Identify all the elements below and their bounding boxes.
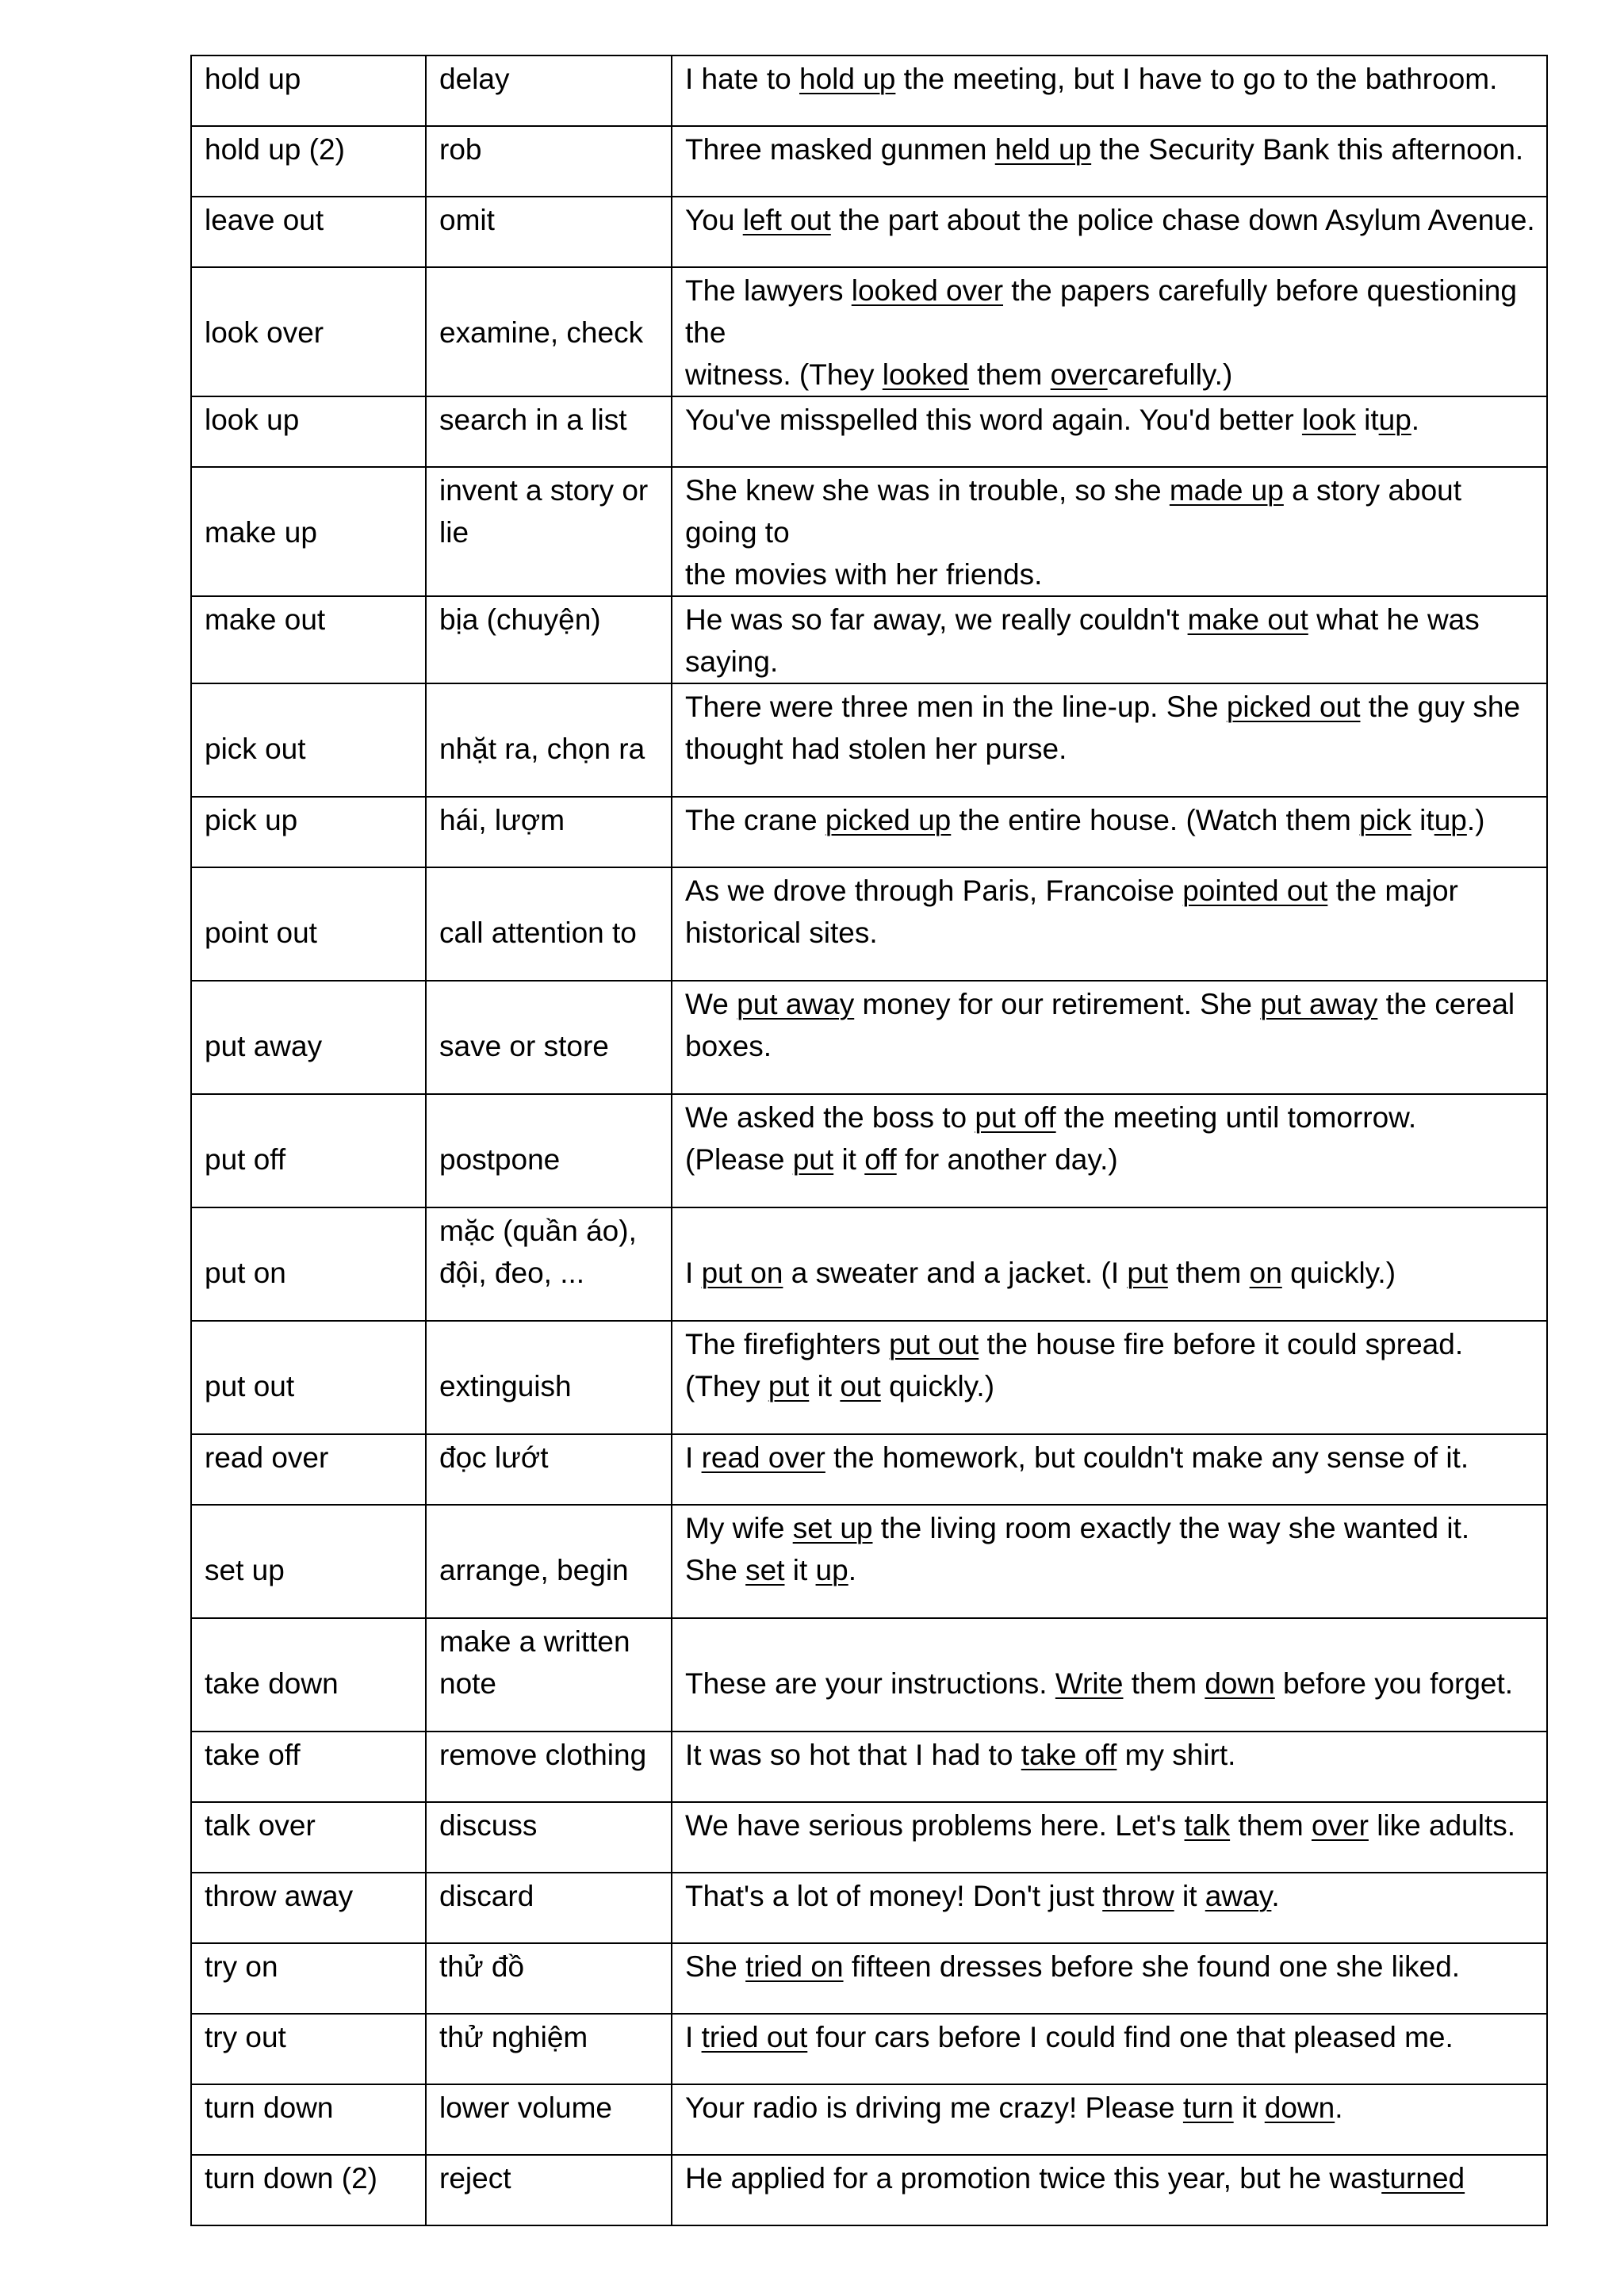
example-text: the house fire before it could spread. (They [685, 1328, 1464, 1402]
underlined-phrase: Write [1055, 1667, 1124, 1700]
underlined-phrase: on [1249, 1257, 1282, 1289]
table-row [191, 797, 1547, 867]
table-row [191, 981, 1547, 1094]
meaning-cell-text: omit [439, 204, 495, 236]
example-text: We have serious problems here. Let's [685, 1809, 1185, 1842]
phrase-cell-text: take off [205, 1739, 301, 1771]
example-text: them [1123, 1667, 1205, 1700]
phrase-cell-text: hold up [205, 63, 301, 95]
table-body [191, 55, 1547, 2225]
example-text: the meeting, but I have to go to the bathroom. [895, 63, 1498, 95]
phrase-cell-text: put off [205, 1143, 286, 1176]
example-sentence [685, 1734, 1535, 1776]
underlined-phrase: put [1127, 1257, 1168, 1289]
example-sentence [685, 469, 1535, 595]
example-sentence [685, 1946, 1535, 1988]
example-text: for another day.) [896, 1143, 1118, 1176]
meaning-cell-text: arrange, begin [439, 1554, 629, 1586]
phrase-cell-text: set up [205, 1554, 285, 1586]
table-row [191, 1094, 1547, 1207]
underlined-phrase: make out [1187, 603, 1308, 636]
example-text: Three masked gunmen [685, 133, 995, 166]
example-text: It was so hot that I had to [685, 1739, 1021, 1771]
example-sentence [685, 1096, 1535, 1181]
table-row [191, 197, 1547, 267]
example-sentence [685, 1621, 1535, 1705]
meaning-cell-text: invent a story or lie [439, 474, 649, 549]
table-row [191, 396, 1547, 467]
table-row [191, 467, 1547, 596]
meaning-cell-text: lower volume [439, 2091, 612, 2124]
table-row [191, 1943, 1547, 2014]
example-sentence [685, 1437, 1535, 1479]
underlined-phrase: turned [1381, 2162, 1465, 2195]
table-row [191, 126, 1547, 197]
example-sentence [685, 58, 1535, 100]
example-text: before you forget. [1274, 1667, 1514, 1700]
phrase-cell-text: make out [205, 603, 326, 636]
example-text: it [1355, 404, 1379, 436]
meaning-cell-text: save or store [439, 1030, 609, 1062]
phrase-cell-text: try on [205, 1950, 278, 1983]
table-row [191, 596, 1547, 683]
underlined-phrase: away [1205, 1880, 1272, 1912]
example-text: We asked the boss to [685, 1101, 975, 1134]
example-text: it [1174, 1880, 1205, 1912]
phrase-cell-text: try out [205, 2021, 286, 2053]
example-text: As we drove through Paris, Francoise [685, 874, 1183, 907]
underlined-phrase: put off [975, 1101, 1056, 1134]
meaning-cell-text: đọc lướt [439, 1441, 549, 1474]
example-text: carefully.) [1107, 358, 1233, 391]
phrase-cell-text: look over [205, 316, 324, 349]
underlined-phrase: down [1205, 1667, 1275, 1700]
example-sentence [685, 128, 1535, 170]
example-text: My wife [685, 1512, 793, 1544]
example-text: We [685, 988, 737, 1020]
underlined-phrase: tried on [745, 1950, 844, 1983]
meaning-cell-text: search in a list [439, 404, 627, 436]
underlined-phrase: left out [742, 204, 831, 236]
meaning-cell-text: mặc (quần áo), đội, đeo, ... [439, 1215, 637, 1289]
example-text: I [685, 1257, 702, 1289]
underlined-phrase: throw [1102, 1880, 1174, 1912]
meaning-cell-text: extinguish [439, 1370, 572, 1402]
underlined-phrase: off [864, 1143, 897, 1176]
underlined-phrase: up [815, 1554, 848, 1586]
example-sentence [685, 870, 1535, 954]
underlined-phrase: looked over [851, 274, 1004, 307]
example-text: it [833, 1143, 865, 1176]
underlined-phrase: read over [701, 1441, 825, 1474]
example-text: .) [1466, 804, 1485, 836]
table-row [191, 1732, 1547, 1802]
meaning-cell-text: reject [439, 2162, 511, 2195]
example-text: . [848, 1554, 856, 1586]
example-text: the cereal boxes. [685, 988, 1515, 1062]
example-text: like adults. [1368, 1809, 1516, 1842]
underlined-phrase: picked out [1226, 691, 1361, 723]
example-text: The crane [685, 804, 825, 836]
example-sentence [685, 1804, 1535, 1846]
underlined-phrase: picked up [825, 804, 952, 836]
example-text: These are your instructions. [685, 1667, 1055, 1700]
meaning-cell-text: hái, lượm [439, 804, 565, 836]
phrase-cell-text: make up [205, 516, 317, 549]
example-text: it [784, 1554, 816, 1586]
underlined-phrase: talk [1184, 1809, 1231, 1842]
phrase-cell-text: talk over [205, 1809, 316, 1842]
meaning-cell-text: discard [439, 1880, 534, 1912]
example-text: them [1167, 1257, 1250, 1289]
table-row [191, 1207, 1547, 1321]
phrase-cell-text: put out [205, 1370, 295, 1402]
table-row [191, 1434, 1547, 1505]
underlined-phrase: put [768, 1370, 810, 1402]
underlined-phrase: pick [1359, 804, 1411, 836]
example-text: You've misspelled this word again. You'd better [685, 404, 1302, 436]
underlined-phrase: down [1264, 2091, 1335, 2124]
phrase-cell-text: pick out [205, 733, 306, 765]
underlined-phrase: pointed out [1182, 874, 1328, 907]
phrase-cell-text: hold up (2) [205, 133, 345, 166]
example-text: the major historical sites. [685, 874, 1458, 949]
example-sentence [685, 2016, 1535, 2058]
meaning-cell-text: make a written note [439, 1625, 630, 1700]
example-text: Your radio is driving me crazy! Please [685, 2091, 1183, 2124]
example-sentence [685, 686, 1535, 770]
meaning-cell-text: examine, check [439, 316, 644, 349]
example-text: quickly.) [880, 1370, 995, 1402]
example-text: There were three men in the line-up. She [685, 691, 1227, 723]
table-row [191, 1321, 1547, 1434]
example-text: it [809, 1370, 841, 1402]
meaning-cell-text: delay [439, 63, 510, 95]
example-sentence [685, 270, 1535, 396]
example-text: He applied for a promotion twice this year, but he was [685, 2162, 1382, 2195]
example-text: a sweater and a jacket. (I [783, 1257, 1128, 1289]
phrase-cell-text: leave out [205, 204, 324, 236]
example-text: a story about going to the movies with her friends. [685, 474, 1462, 591]
table-row [191, 267, 1547, 396]
example-text: them [968, 358, 1051, 391]
example-text: I [685, 2021, 702, 2053]
example-text: That's a lot of money! Don't just [685, 1880, 1103, 1912]
underlined-phrase: look [1301, 404, 1356, 436]
phrase-cell-text: point out [205, 916, 317, 949]
underlined-phrase: looked [882, 358, 969, 391]
example-text: the papers carefully before questioning the witness. (They [685, 274, 1517, 391]
underlined-phrase: put on [701, 1257, 783, 1289]
table-row [191, 1618, 1547, 1732]
meaning-cell-text: discuss [439, 1809, 538, 1842]
example-sentence [685, 983, 1535, 1067]
underlined-phrase: set up [792, 1512, 873, 1544]
example-text: what he was saying. [685, 603, 1480, 678]
example-text: it [1233, 2091, 1265, 2124]
table-row [191, 1873, 1547, 1943]
example-text: She knew she was in trouble, so she [685, 474, 1170, 507]
phrase-cell-text: throw away [205, 1880, 354, 1912]
example-sentence [685, 1323, 1535, 1407]
example-text: the entire house. (Watch them [951, 804, 1360, 836]
underlined-phrase: put away [1260, 988, 1378, 1020]
example-sentence [685, 399, 1535, 441]
underlined-phrase: up [1434, 804, 1467, 836]
example-sentence [685, 599, 1535, 683]
meaning-cell-text: postpone [439, 1143, 561, 1176]
example-sentence [685, 1875, 1535, 1917]
meaning-cell-text: call attention to [439, 916, 637, 949]
example-text: . [1411, 404, 1420, 436]
table-row [191, 683, 1547, 797]
table-row [191, 867, 1547, 981]
example-text: fifteen dresses before she found one she liked. [843, 1950, 1461, 1983]
table-row [191, 2014, 1547, 2084]
example-text: I [685, 1441, 702, 1474]
example-text: . [1271, 1880, 1280, 1912]
meaning-cell-text: rob [439, 133, 482, 166]
underlined-phrase: take off [1021, 1739, 1117, 1771]
example-sentence [685, 799, 1535, 841]
meaning-cell-text: thử nghiệm [439, 2021, 588, 2053]
example-sentence [685, 1507, 1535, 1591]
example-text: my shirt. [1116, 1739, 1236, 1771]
underlined-phrase: turn [1182, 2091, 1234, 2124]
table-row [191, 55, 1547, 126]
example-text: them [1230, 1809, 1312, 1842]
meaning-cell-text: nhặt ra, chọn ra [439, 733, 645, 765]
meaning-cell-text: remove clothing [439, 1739, 647, 1771]
table-row [191, 2084, 1547, 2155]
example-text: money for our retirement. She [854, 988, 1261, 1020]
example-text: I hate to [685, 63, 799, 95]
table-row [191, 1802, 1547, 1873]
phrase-cell-text: put away [205, 1030, 323, 1062]
example-text: You [685, 204, 743, 236]
phrase-cell-text: look up [205, 404, 300, 436]
example-text: it [1411, 804, 1434, 836]
underlined-phrase: over [1050, 358, 1108, 391]
example-text: quickly.) [1281, 1257, 1396, 1289]
underlined-phrase: put out [889, 1328, 979, 1360]
underlined-phrase: held up [994, 133, 1092, 166]
example-text: the homework, but couldn't make any sense of it. [825, 1441, 1469, 1474]
phrase-cell-text: put on [205, 1257, 286, 1289]
underlined-phrase: put away [737, 988, 855, 1020]
example-sentence [685, 1210, 1535, 1294]
phrase-cell-text: turn down (2) [205, 2162, 377, 2195]
phrase-cell-text: read over [205, 1441, 329, 1474]
example-text: four cars before I could find one that pleased me. [807, 2021, 1454, 2053]
phrase-cell-text: pick up [205, 804, 298, 836]
meaning-cell-text: thử đồ [439, 1950, 525, 1983]
example-text: the meeting until tomorrow. (Please [685, 1101, 1417, 1176]
example-text: The lawyers [685, 274, 852, 307]
example-text: The firefighters [685, 1328, 890, 1360]
example-sentence [685, 2157, 1535, 2199]
underlined-phrase: set [745, 1554, 785, 1586]
underlined-phrase: out [840, 1370, 881, 1402]
example-text: the guy she thought had stolen her purse. [685, 691, 1521, 765]
underlined-phrase: tried out [701, 2021, 808, 2053]
underlined-phrase: put [792, 1143, 834, 1176]
meaning-cell-text: bịa (chuyện) [439, 603, 601, 636]
underlined-phrase: up [1378, 404, 1411, 436]
table-row [191, 1505, 1547, 1618]
table-row [191, 2155, 1547, 2225]
example-text: the Security Bank this afternoon. [1091, 133, 1524, 166]
phrasal-verb-table [190, 55, 1548, 2226]
underlined-phrase: made up [1169, 474, 1284, 507]
example-text: She [685, 1950, 746, 1983]
example-text: . [1335, 2091, 1343, 2124]
phrase-cell-text: take down [205, 1667, 339, 1700]
example-text: the part about the police chase down Asylum Avenue. [830, 204, 1535, 236]
underlined-phrase: hold up [799, 63, 896, 95]
example-sentence [685, 2087, 1535, 2129]
underlined-phrase: over [1311, 1809, 1369, 1842]
phrase-cell-text: turn down [205, 2091, 334, 2124]
example-sentence [685, 199, 1535, 241]
example-text: the living room exactly the way she wanted it. She [685, 1512, 1470, 1586]
example-text: He was so far away, we really couldn't [685, 603, 1188, 636]
